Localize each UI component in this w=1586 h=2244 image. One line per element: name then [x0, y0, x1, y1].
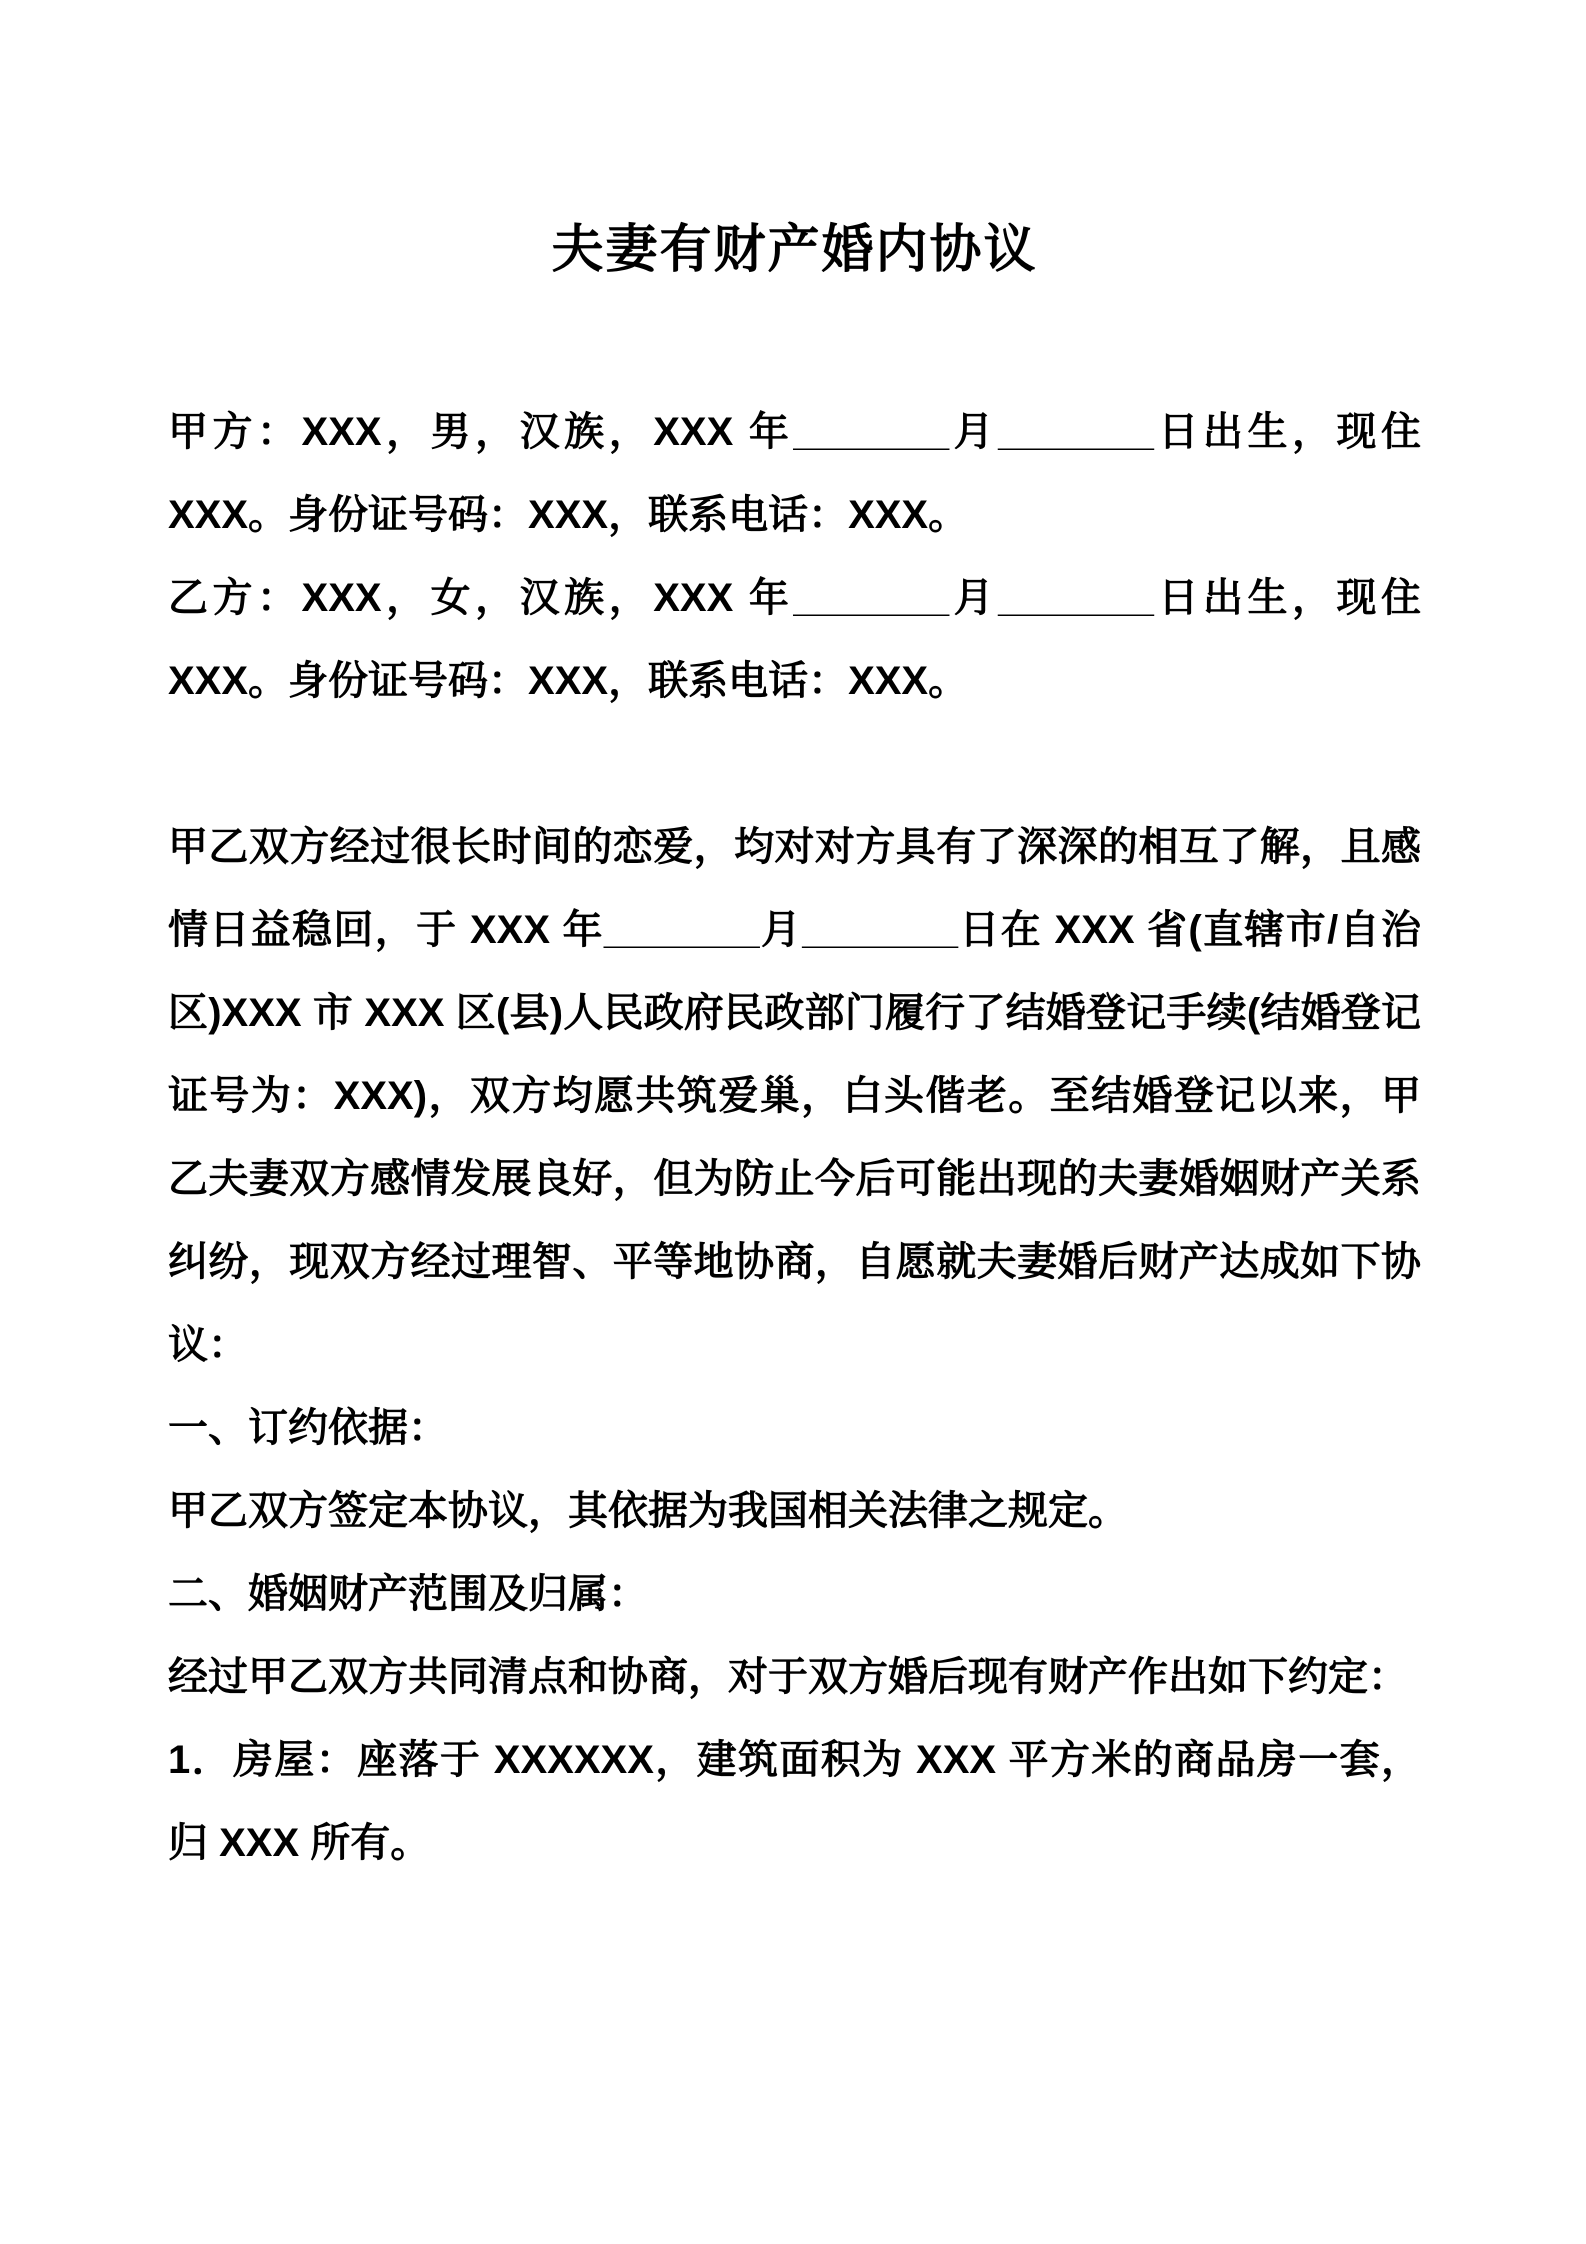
section-2-heading: 二、婚姻财产范围及归属： — [168, 1572, 648, 1616]
section-1-heading: 一、订约依据： — [168, 1406, 448, 1450]
item-1-house: 1．房屋：座落于 XXXXXX，建筑面积为 XXX 平方米的商品房一套，归 XXX 所有。 — [168, 1738, 1421, 1865]
paragraph-party-a: 甲方：XXX，男，汉族，XXX 年_______月_______日出生，现住 XXX。身份证号码：XXX，联系电话：XXX。 — [168, 410, 1421, 537]
section-2-body: 经过甲乙双方共同清点和协商，对于双方婚后现有财产作出如下约定： — [168, 1655, 1408, 1699]
section-1-body: 甲乙双方签定本协议，其依据为我国相关法律之规定。 — [168, 1489, 1128, 1533]
document-title: 夫妻有财产婚内协议 — [551, 221, 1038, 279]
paragraph-party-b: 乙方：XXX，女，汉族，XXX 年_______月_______日出生，现住 XXX。身份证号码：XXX，联系电话：XXX。 — [168, 576, 1421, 703]
paragraph-preamble: 甲乙双方经过很长时间的恋爱，均对对方具有了深深的相互了解，且感情日益稳回，于 XXX 年_______月_______日在 XXX 省(直辖市/自治区)XXX 市 XXX 区(县)人民政府民政部门履行了结婚登记手续(结婚登记证号为：XXX)，双方均愿共筑爱巢，白头偕老。至结婚登记以来，甲乙夫妻双方感情发展良好，但为防止今后可能出现的夫妻婚姻财产关系纠纷，现双方经过理智、平等地协商，自愿就夫妻婚后财产达成如下协议： — [168, 825, 1421, 1367]
blank-line — [168, 723, 1421, 806]
